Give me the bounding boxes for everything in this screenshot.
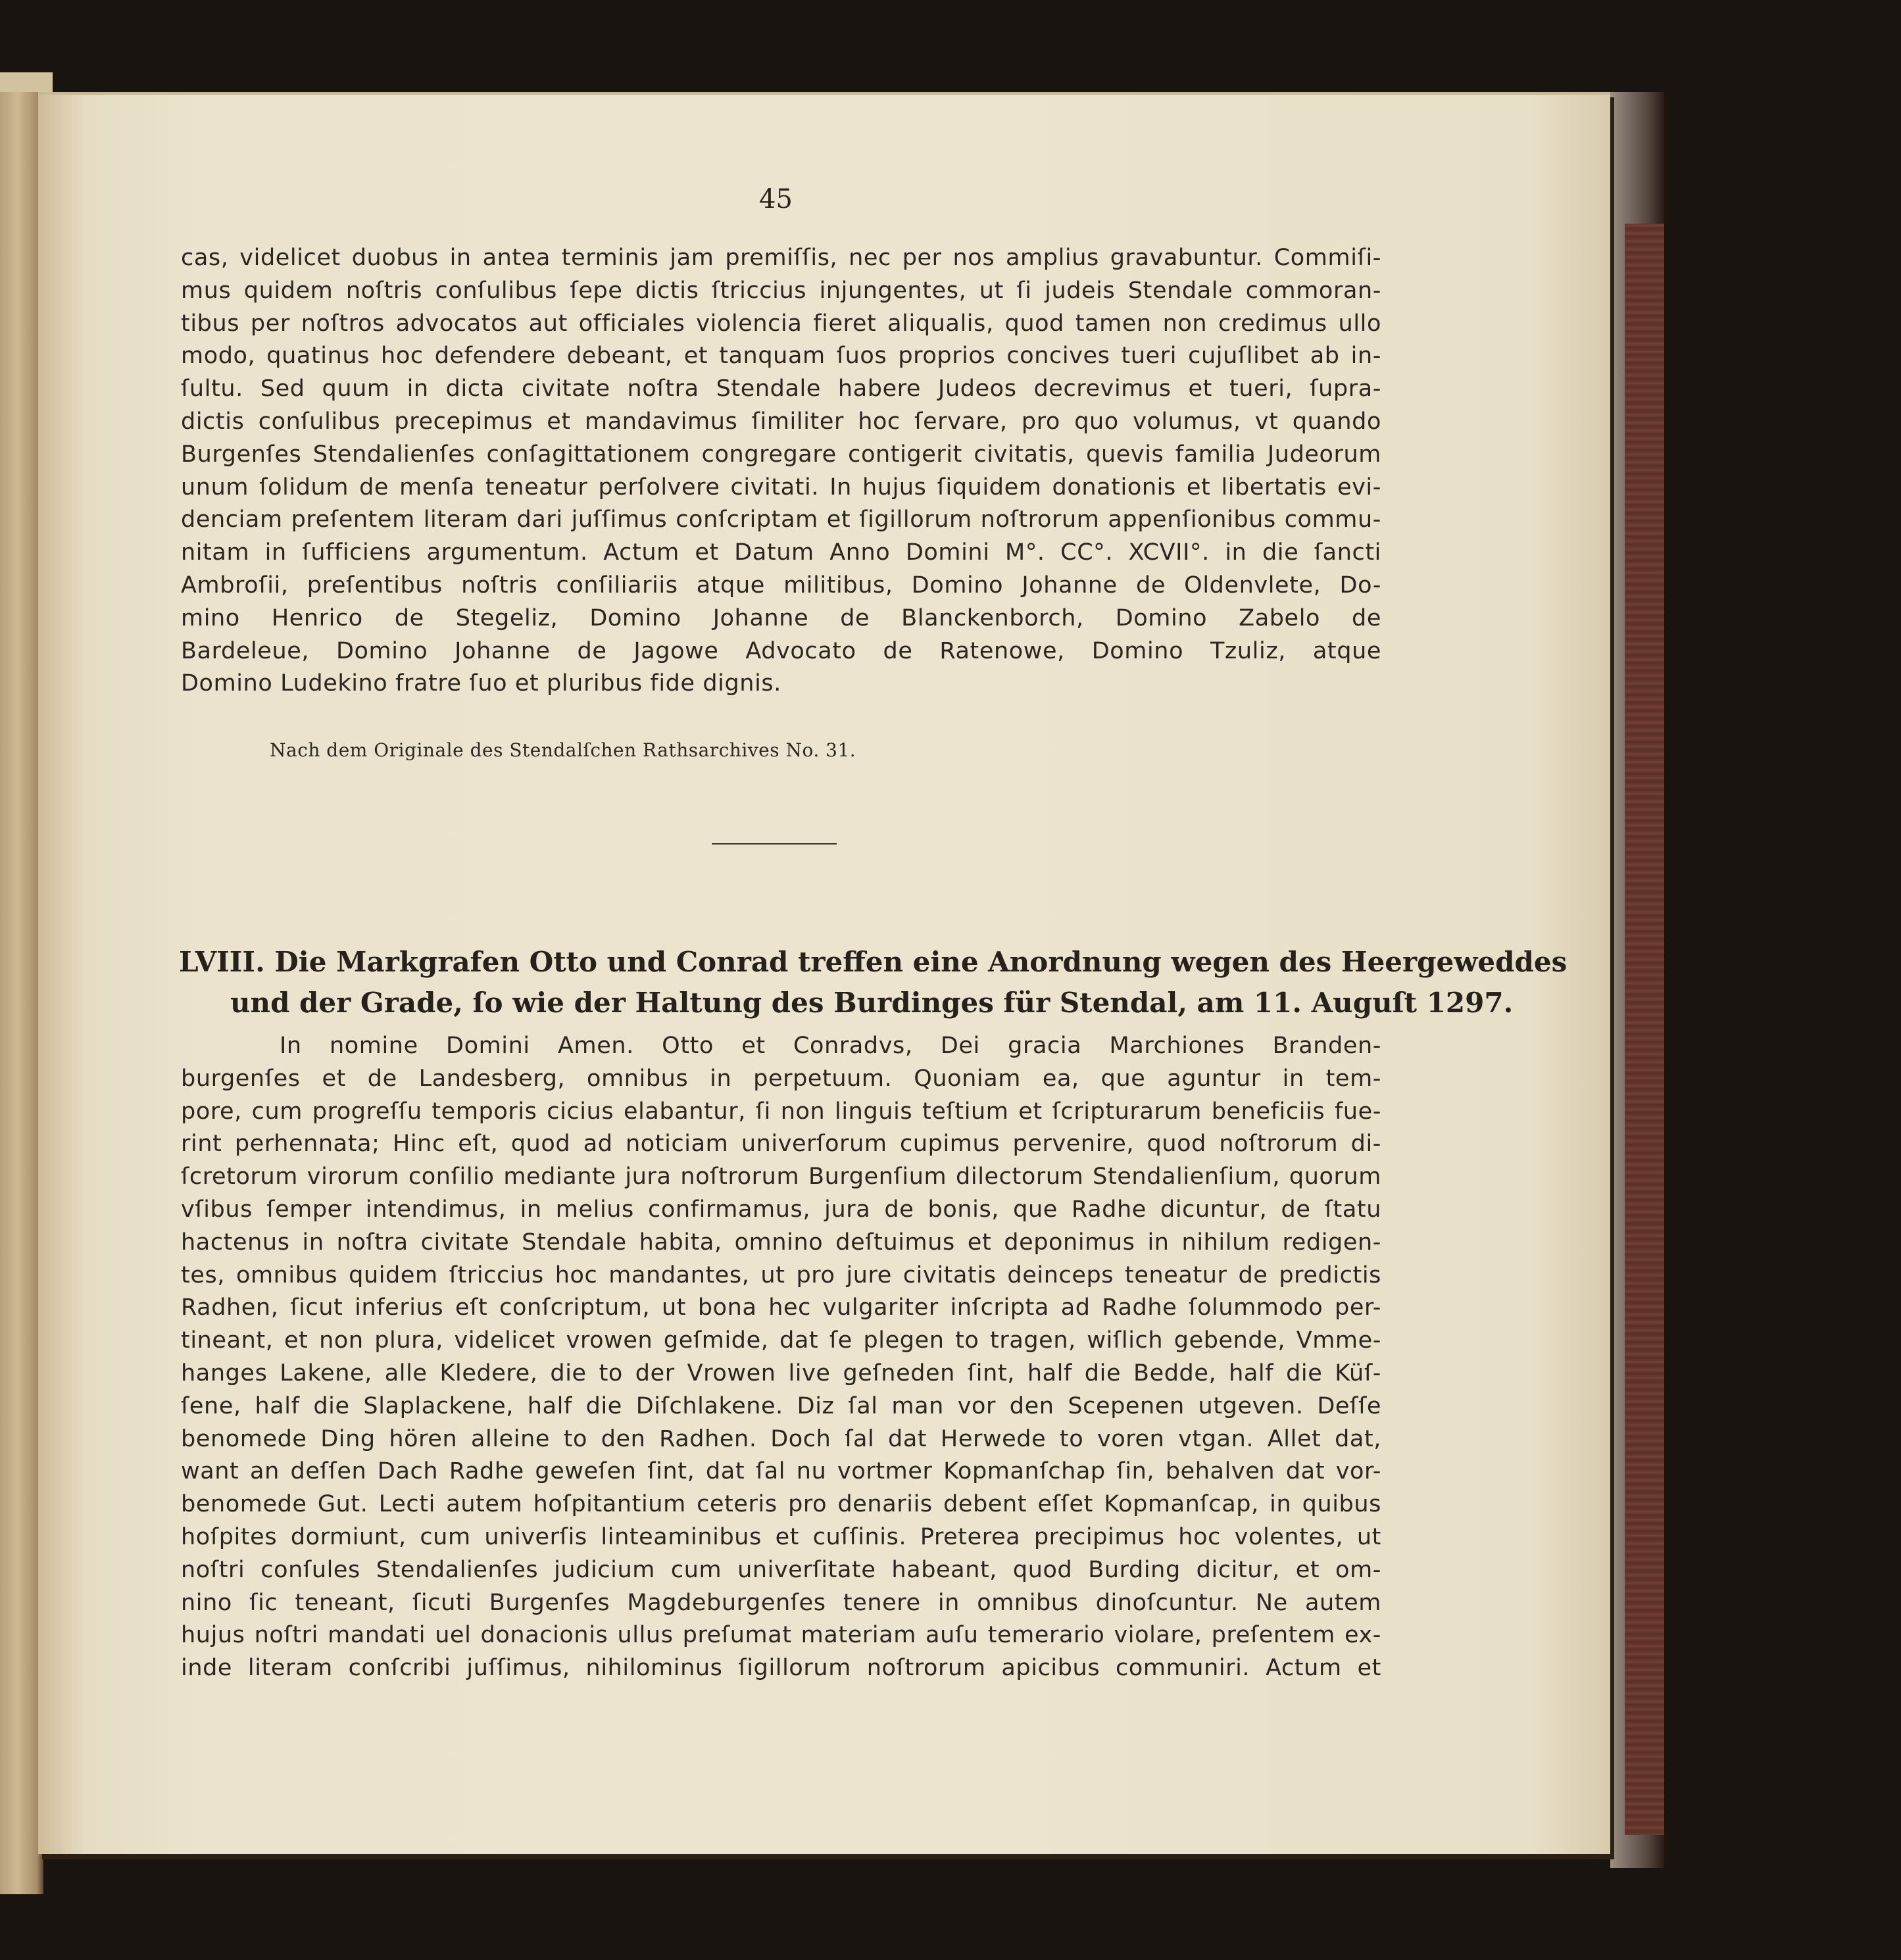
text-line: unum ſolidum de menſa teneatur perſolvere civitati. In hujus ſiquidem donationis et libertatis evi- [181, 474, 1381, 501]
section-heading [179, 942, 1568, 1023]
paragraph-2 [181, 1030, 1381, 1685]
text-line: noſtri conſules Stendalienſes judicium cum univerſitate habeant, quod Burding dicitur, et om- [181, 1556, 1381, 1583]
text-line: ſene, half die Slaplackene, half die Diſchlakene. Diz ſal man vor den Scepenen utgeven. Deſſe [181, 1392, 1381, 1419]
text-line: pore, cum progreſſu temporis cicius elabantur, ſi non linguis teſtium et ſcripturarum beneficiis fue- [181, 1098, 1381, 1125]
text-line: dictis conſulibus precepimus et mandavimus ſimiliter hoc ſervare, pro quo volumus, vt quando [181, 408, 1381, 435]
text-line: benomede Gut. Lecti autem hoſpitantium ceteris pro denariis debent eſſet Kopmanſcap, in quibus [181, 1491, 1381, 1518]
text-line: modo, quatinus hoc defendere debeant, et tanquam ſuos proprios concives tueri cujuſlibet ab in- [181, 343, 1381, 370]
text-line: hujus noſtri mandati uel donacionis ullus preſumat materiam auſu temerario violare, preſentem ex- [181, 1622, 1381, 1649]
source-note: Nach dem Originale des Stendalſchen Rathsarchives No. 31. [270, 739, 856, 761]
text-line: Radhen, ſicut inferius eſt conſcriptum, ut bona hec vulgariter inſcripta ad Radhe ſolummodo per- [181, 1294, 1381, 1321]
text-line: tibus per noſtros advocatos aut officiales violencia fieret aliqualis, quod tamen non credimus ullo [181, 310, 1381, 337]
text-line: cas, videlicet duobus in antea terminis jam premiſſis, nec per nos amplius gravabuntur. Commiſi- [181, 245, 1381, 271]
text-line: benomede Ding hören alleine to den Radhen. Doch ſal dat Herwede to voren vtgan. Allet dat, [181, 1425, 1381, 1452]
text-line: tes, omnibus quidem ſtriccius hoc mandantes, ut pro jure civitatis deinceps teneatur de predictis [181, 1262, 1381, 1288]
section-divider [712, 843, 837, 845]
heading-line-2: und der Grade, ſo wie der Haltung des Burdinges für Stendal, am 11. Auguſt 1297. [230, 987, 1514, 1019]
paragraph-1 [181, 242, 1381, 700]
text-line: nitam in ſufficiens argumentum. Actum et Datum Anno Domini M°. CC°. XCVII°. in die ſancti [181, 539, 1381, 566]
text-line: mus quidem noſtris conſulibus ſepe dictis ſtriccius injungentes, ut ſi judeis Stendale commoran- [181, 277, 1381, 304]
text-line: denciam preſentem literam dari juſſimus conſcriptam et ſigillorum noſtrorum appenſionibus commu- [181, 506, 1381, 533]
text-line: hoſpites dormiunt, cum univerſis linteaminibus et cuſſinis. Preterea precipimus hoc volentes, ut [181, 1523, 1381, 1550]
text-line: Domino Ludekino fratre ſuo et pluribus fide dignis. [181, 670, 781, 697]
text-line: Burgenſes Stendalienſes conſagittationem congregare contigerit civitatis, quevis familia Judeorum [181, 441, 1381, 468]
text-line: nino ſic teneant, ſicuti Burgenſes Magdeburgenſes tenere in omnibus dinoſcuntur. Ne autem [181, 1589, 1381, 1616]
heading-line-1: LVIII. Die Markgrafen Otto und Conrad treffen eine Anordnung wegen des Heergeweddes [179, 946, 1568, 978]
text-line: inde literam conſcribi juſſimus, nihilominus ſigillorum noſtrorum apicibus communiri. Actum et [181, 1655, 1381, 1682]
text-line: mino Henrico de Stegeliz, Domino Johanne de Blanckenborch, Domino Zabelo de [181, 604, 1381, 631]
left-page [0, 92, 43, 1894]
text-line: Bardeleue, Domino Johanne de Jagowe Advocato de Ratenowe, Domino Tzuliz, atque [181, 637, 1381, 664]
text-line: hanges Lakene, alle Kledere, die to der Vrowen live geſneden ſint, half die Bedde, half die Küſ- [181, 1360, 1381, 1386]
spine-binding [1625, 224, 1664, 1835]
text-line: ſcretorum virorum conſilio mediante jura noſtrorum Burgenſium dilectorum Stendalienſium, quorum [181, 1164, 1381, 1190]
text-line: hactenus in noſtra civitate Stendale habita, omnino deſtuimus et deponimus in nihilum redigen- [181, 1229, 1381, 1256]
text-line: burgenſes et de Landesberg, omnibus in perpetuum. Quoniam ea, que aguntur in tem- [181, 1065, 1381, 1092]
text-line: Ambroſii, preſentibus noſtris conſiliariis atque militibus, Domino Johanne de Oldenvlete, Do- [181, 572, 1381, 599]
text-line: vſibus ſemper intendimus, in melius confirmamus, jura de bonis, que Radhe dicuntur, de ſtatu [181, 1196, 1381, 1223]
text-line: tineant, et non plura, videlicet vrowen geſmide, dat ſe plegen to tragen, wiſlich gebende, Vmme- [181, 1327, 1381, 1354]
text-line: rint perhennata; Hinc eſt, quod ad noticiam univerſorum cupimus pervenire, quod noſtrorum di- [181, 1131, 1381, 1158]
page-number: 45 [759, 184, 793, 214]
text-line: want an deſſen Dach Radhe geweſen ſint, dat ſal nu vortmer Kopmanſchap ſin, behalven dat vor- [181, 1458, 1381, 1485]
text-line: In nomine Domini Amen. Otto et Conradvs, Dei gracia Marchiones Branden- [280, 1033, 1381, 1059]
text-line: ſultu. Sed quum in dicta civitate noſtra Stendale habere Judeos decrevimus et tueri, ſupra- [181, 376, 1381, 403]
